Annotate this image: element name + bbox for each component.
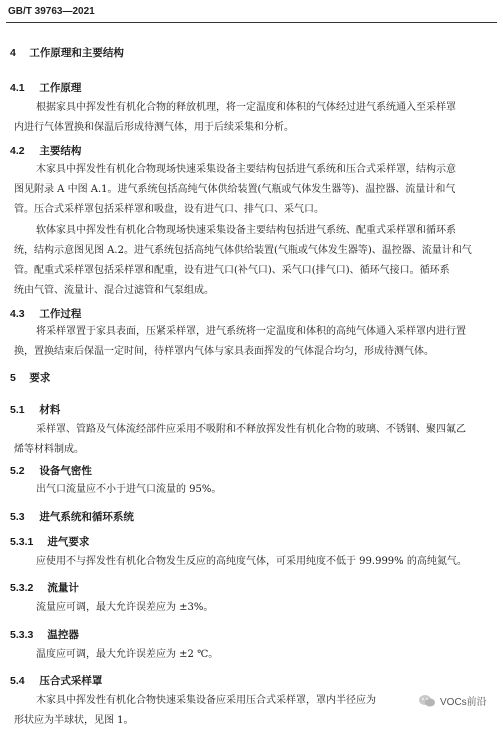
section-5-3-1-heading bbox=[10, 534, 89, 549]
section-title: 工作过程 bbox=[39, 308, 82, 320]
watermark bbox=[418, 693, 487, 708]
section-5-3-3-heading bbox=[10, 627, 79, 642]
paragraph-5-2 bbox=[14, 480, 488, 500]
text-line: 形状应为半球状，见图 1。 bbox=[14, 715, 134, 726]
section-title: 设备气密性 bbox=[39, 465, 92, 477]
text-line: 统，结构示意图见图 A.2。进气系统包括高纯气体供给装置(气瓶或气体发生器等)、温控器、流量计和气 bbox=[14, 245, 472, 256]
text-line: 管。配重式采样罩包括采样罩和配重，设有进气口(补气口)、采气口(排气口)、循环气接口。循环系 bbox=[14, 265, 450, 276]
text-line: 温度应可调，最大允许误差应为 ±2 ℃。 bbox=[36, 649, 219, 660]
text-line: 采样罩、管路及气体流经部件应采用不吸附和不释放挥发性有机化合物的玻璃、不锈钢、聚四氟乙 bbox=[36, 424, 466, 435]
section-4-1-heading bbox=[10, 80, 81, 95]
wechat-icon bbox=[418, 694, 436, 708]
section-number: 5.3 bbox=[10, 511, 25, 523]
section-5-heading bbox=[10, 370, 50, 385]
section-title: 温控器 bbox=[47, 629, 79, 641]
section-title: 要求 bbox=[29, 372, 51, 384]
paragraph-4-1 bbox=[14, 98, 488, 138]
section-5-1-heading bbox=[10, 402, 60, 417]
paragraph-5-4 bbox=[14, 691, 488, 731]
paragraph-5-3-1 bbox=[14, 552, 488, 572]
section-number: 5.3.1 bbox=[10, 536, 34, 548]
section-number: 5 bbox=[10, 372, 16, 384]
text-line: 木家具中挥发性有机化合物快速采集设备应采用压合式采样罩，罩内半径应为 bbox=[36, 695, 376, 706]
section-4-2-heading bbox=[10, 143, 81, 158]
section-title: 工作原理和主要结构 bbox=[29, 47, 124, 59]
section-title: 进气要求 bbox=[47, 536, 90, 548]
text-line: 统由气管、流量计、混合过滤管和气泵组成。 bbox=[14, 285, 214, 296]
text-line: 出气口流量应不小于进气口流量的 95%。 bbox=[36, 484, 222, 495]
paragraph-4-2-a bbox=[14, 160, 488, 220]
text-line: 软体家具中挥发性有机化合物现场快速采集设备主要结构包括进气系统、配重式采样罩和循环系 bbox=[36, 225, 456, 236]
paragraph-5-3-2 bbox=[14, 598, 488, 618]
section-number: 4 bbox=[10, 47, 16, 59]
section-number: 5.3.2 bbox=[10, 582, 34, 594]
paragraph-4-2-b bbox=[14, 221, 488, 301]
section-number: 5.2 bbox=[10, 465, 25, 477]
section-5-3-2-heading bbox=[10, 580, 79, 595]
section-title: 流量计 bbox=[47, 582, 79, 594]
text-line: 将采样罩置于家具表面，压紧采样罩，进气系统将一定温度和体积的高纯气体通入采样罩内进行置 bbox=[36, 326, 466, 337]
text-line: 管。压合式采样罩包括采样罩和吸盘，设有进气口、排气口、采气口。 bbox=[14, 204, 324, 215]
text-line: 内进行气体置换和保温后形成待测气体，用于后续采集和分析。 bbox=[14, 122, 294, 133]
section-title: 进气系统和循环系统 bbox=[39, 511, 134, 523]
section-number: 4.1 bbox=[10, 82, 25, 94]
paragraph-5-3-3 bbox=[14, 645, 488, 665]
section-title: 主要结构 bbox=[39, 145, 82, 157]
section-5-2-heading bbox=[10, 463, 92, 478]
text-line: 木家具中挥发性有机化合物现场快速采集设备主要结构包括进气系统和压合式采样罩，结构示意 bbox=[36, 164, 456, 175]
section-5-4-heading bbox=[10, 673, 102, 688]
watermark-label: VOCs前沿 bbox=[440, 697, 487, 708]
section-title: 材料 bbox=[39, 404, 61, 416]
section-title: 工作原理 bbox=[39, 82, 82, 94]
text-line: 换，置换结束后保温一定时间，待样罩内气体与家具表面挥发的气体混合均匀，形成待测气体。 bbox=[14, 346, 434, 357]
section-number: 5.4 bbox=[10, 675, 25, 687]
text-line: 流量应可调，最大允许误差应为 ±3%。 bbox=[36, 602, 214, 613]
text-line: 应使用不与挥发性有机化合物发生反应的高纯度气体，可采用纯度不低于 99.999% 的高纯氮气。 bbox=[36, 556, 467, 567]
text-line: 根据家具中挥发性有机化合物的释放机理，将一定温度和体积的气体经过进气系统通入至采样罩 bbox=[36, 102, 456, 113]
text-line: 图见附录 A 中图 A.1。进气系统包括高纯气体供给装置(气瓶或气体发生器等)、温控器、流量计和气 bbox=[14, 184, 456, 195]
section-5-3-heading bbox=[10, 509, 134, 524]
section-4-3-heading bbox=[10, 306, 81, 321]
section-number: 4.3 bbox=[10, 308, 25, 320]
text-line: 烯等材料制成。 bbox=[14, 444, 84, 455]
section-number: 5.3.3 bbox=[10, 629, 34, 641]
standard-code: GB/T 39763—2021 bbox=[8, 6, 95, 17]
paragraph-5-1 bbox=[14, 420, 488, 460]
section-number: 4.2 bbox=[10, 145, 25, 157]
header-rule bbox=[6, 22, 497, 23]
section-title: 压合式采样罩 bbox=[39, 675, 103, 687]
paragraph-4-3 bbox=[14, 322, 488, 362]
section-4-heading bbox=[10, 45, 124, 60]
section-number: 5.1 bbox=[10, 404, 25, 416]
